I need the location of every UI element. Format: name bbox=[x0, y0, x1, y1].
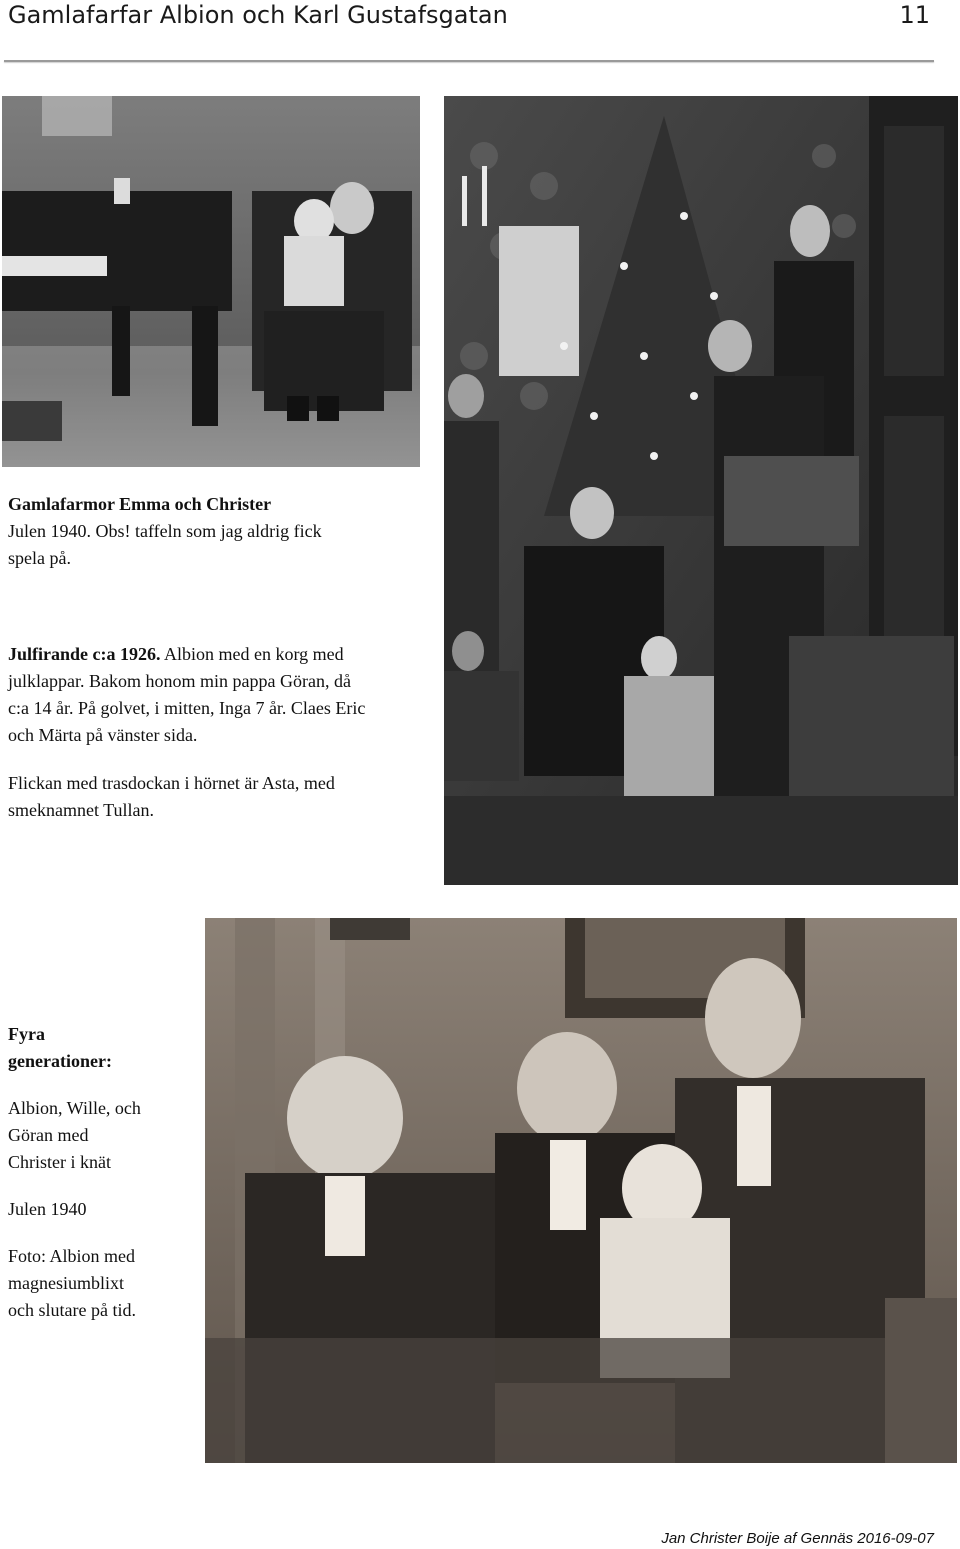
photo-grandmother-piano-icon bbox=[2, 96, 420, 467]
caption-fyra-names1: Albion, Wille, och bbox=[8, 1098, 141, 1118]
caption-four-generations bbox=[8, 1021, 198, 1324]
caption-julfirande-line3: c:a 14 år. På golvet, i mitten, Inga 7 år. Claes Eric bbox=[8, 698, 366, 718]
caption-fyra-title2: generationer: bbox=[8, 1051, 112, 1071]
caption-julfirande-rest: Albion med en korg med bbox=[160, 644, 344, 664]
caption-julfirande-line4: och Märta på vänster sida. bbox=[8, 725, 198, 745]
caption-fyra-photo2: magnesiumblixt bbox=[8, 1273, 124, 1293]
caption-asta-line1: Flickan med trasdockan i hörnet är Asta, med bbox=[8, 773, 335, 793]
photo-christmas-1926 bbox=[444, 96, 958, 885]
caption-fyra-names3: Christer i knät bbox=[8, 1152, 111, 1172]
photo-grandmother-piano bbox=[2, 96, 420, 467]
caption-emma-line1: Julen 1940. Obs! taffeln som jag aldrig fick bbox=[8, 521, 322, 541]
caption-julfirande-title: Julfirande c:a 1926. bbox=[8, 644, 161, 664]
photo-four-generations bbox=[205, 918, 957, 1463]
page-number: 11 bbox=[899, 1, 930, 29]
caption-julfirande-1926 bbox=[8, 641, 438, 749]
caption-fyra-photo1: Foto: Albion med bbox=[8, 1246, 136, 1266]
caption-fyra-names2: Göran med bbox=[8, 1125, 89, 1145]
caption-fyra-date: Julen 1940 bbox=[8, 1199, 87, 1219]
caption-emma-christer bbox=[8, 491, 418, 572]
caption-julfirande-line2: julklappar. Bakom honom min pappa Göran, då bbox=[8, 671, 351, 691]
footer-credit: Jan Christer Boije af Gennäs 2016-09-07 bbox=[661, 1530, 934, 1547]
caption-fyra-title1: Fyra bbox=[8, 1024, 45, 1044]
header-divider bbox=[4, 60, 934, 62]
caption-asta-line2: smeknamnet Tullan. bbox=[8, 800, 155, 820]
photo-four-generations-icon bbox=[205, 918, 957, 1463]
caption-fyra-photo3: och slutare på tid. bbox=[8, 1300, 136, 1320]
page-header-title: Gamlafarfar Albion och Karl Gustafsgatan bbox=[8, 1, 508, 29]
caption-emma-line2: spela på. bbox=[8, 548, 71, 568]
photo-christmas-1926-icon bbox=[444, 96, 958, 885]
caption-emma-title: Gamlafarmor Emma och Christer bbox=[8, 494, 272, 514]
caption-asta bbox=[8, 770, 438, 824]
